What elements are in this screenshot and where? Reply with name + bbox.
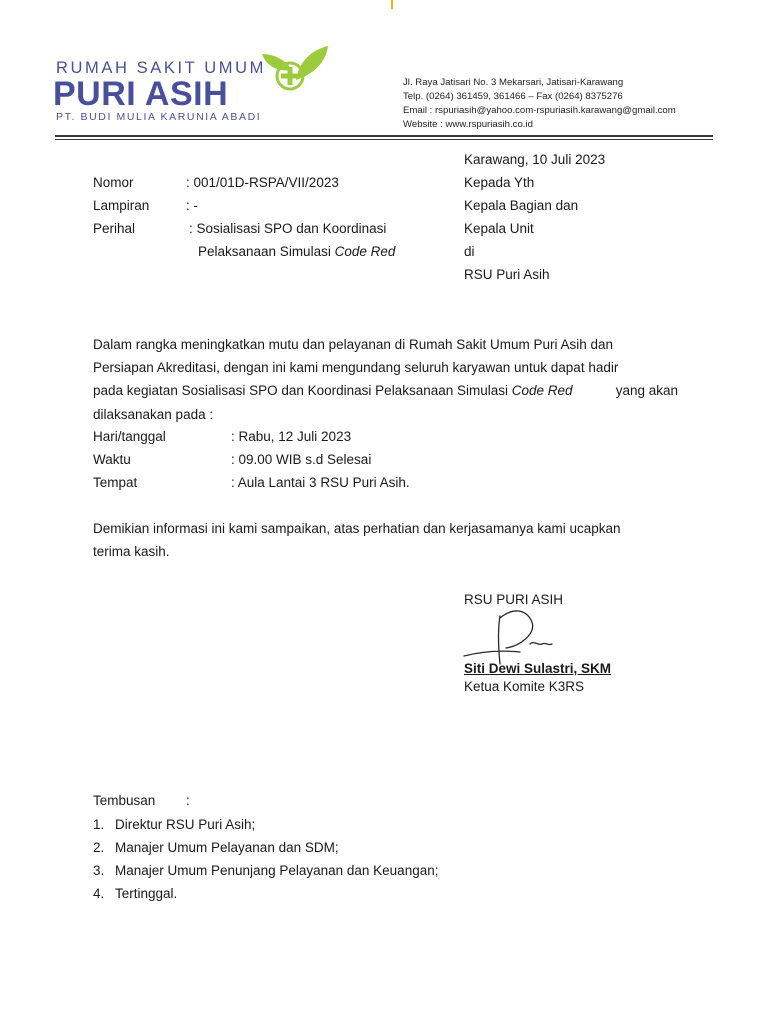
cc-item-number: 3.: [93, 863, 105, 878]
nomor-label: Nomor: [93, 175, 134, 190]
recipient-line-5: RSU Puri Asih: [464, 267, 550, 282]
hospital-name-logo: PURI ASIH: [53, 75, 229, 113]
schedule-time-value: : 09.00 WIB s.d Selesai: [231, 452, 372, 467]
body-paragraph: [93, 333, 678, 426]
cc-item-text: Direktur RSU Puri Asih;: [115, 817, 256, 832]
place-date: Karawang, 10 Juli 2023: [464, 152, 606, 167]
hospital-address: Jl. Raya Jatisari No. 3 Mekarsari, Jatisari-Karawang: [403, 77, 624, 88]
signatory-name: Siti Dewi Sulastri, SKM: [464, 661, 612, 676]
hospital-email: Email : rspuriasih@yahoo.com-rspuriasih.karawang@gmail.com: [403, 105, 676, 116]
perihal-value-line-1: : Sosialisasi SPO dan Koordinasi: [189, 221, 387, 236]
letterhead-rule-thin: [55, 139, 713, 140]
body-line-3-text: pada kegiatan Sosialisasi SPO dan Koordinasi Pelaksanaan Simulasi: [93, 383, 512, 399]
schedule-time-label: Waktu: [93, 452, 131, 467]
schedule-place-value: : Aula Lantai 3 RSU Puri Asih.: [231, 475, 410, 490]
body-line-4: dilaksanakan pada :: [93, 406, 214, 422]
closing-line-1: Demikian informasi ini kami sampaikan, atas perhatian dan kerjasamanya kami ucapkan: [93, 521, 621, 536]
signatory-position: Ketua Komite K3RS: [464, 679, 585, 694]
letterhead-rule-thick: [55, 135, 713, 137]
lampiran-label: Lampiran: [93, 198, 150, 213]
schedule-place-label: Tempat: [93, 475, 138, 490]
body-line-3: [93, 379, 678, 402]
perihal-label: Perihal: [93, 221, 136, 236]
schedule-day-value: : Rabu, 12 Juli 2023: [231, 429, 352, 444]
closing-line-2: terima kasih.: [93, 544, 170, 560]
closing-paragraph: [93, 517, 678, 563]
cc-label: Tembusan: [93, 793, 156, 808]
schedule-day-label: Hari/tanggal: [93, 429, 166, 444]
body-line-3-suffix: yang akan: [611, 383, 678, 399]
recipient-line-4: di: [464, 244, 475, 259]
hospital-phone: Telp. (0264) 361459, 361466 – Fax (0264) 8375276: [403, 91, 623, 102]
cc-item-number: 2.: [93, 840, 105, 855]
hospital-type-title: RUMAH SAKIT UMUM: [56, 59, 266, 77]
cc-item-text: Manajer Umum Pelayanan dan SDM;: [115, 840, 339, 855]
company-name: PT. BUDI MULIA KARUNIA ABADI: [56, 111, 262, 123]
lampiran-value: : -: [186, 198, 198, 213]
perihal-value-line-2: [198, 244, 395, 260]
perihal-line-2-text: Pelaksanaan Simulasi: [198, 244, 335, 259]
hospital-website: Website : www.rspuriasih.co.id: [403, 119, 533, 130]
body-code-red: Code Red: [511, 383, 573, 399]
hospital-leaf-cross-icon: [256, 40, 334, 102]
cc-item-text: Manajer Umum Penunjang Pelayanan dan Keuangan;: [115, 863, 439, 878]
recipient-line-1: Kepada Yth: [464, 175, 535, 190]
cc-colon: :: [186, 793, 190, 808]
nomor-value: : 001/01D-RSPA/VII/2023: [186, 175, 339, 190]
cc-item-text: Tertinggal.: [115, 886, 178, 901]
perihal-code-red: Code Red: [334, 244, 396, 259]
top-edge-mark: [391, 0, 393, 9]
signature-institution: RSU PURI ASIH: [464, 592, 564, 607]
body-line-2: Persiapan Akreditasi, dengan ini kami mengundang seluruh karyawan untuk dapat hadir: [93, 360, 619, 376]
recipient-line-2: Kepala Bagian dan: [464, 198, 579, 213]
cc-item-number: 1.: [93, 817, 105, 832]
recipient-line-3: Kepala Unit: [464, 221, 534, 236]
cc-item-number: 4.: [93, 886, 105, 901]
body-line-1: Dalam rangka meningkatkan mutu dan pelayanan di Rumah Sakit Umum Puri Asih dan: [93, 337, 614, 352]
